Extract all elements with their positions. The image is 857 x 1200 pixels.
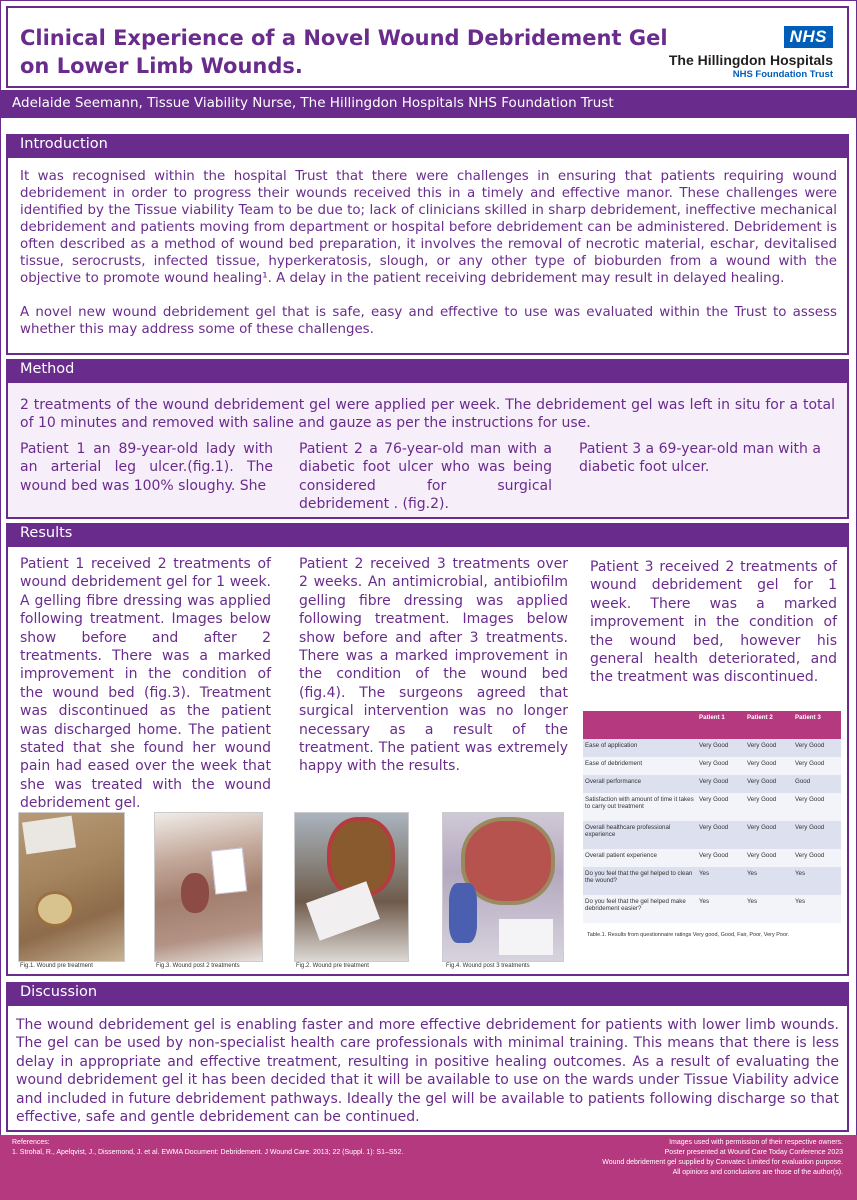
table-cell: Yes [793,895,841,923]
fig1-caption: Fig.1. Wound pre treatment [20,963,93,969]
table-header-cell: Patient 3 [793,711,841,739]
table-row [583,895,841,923]
table-cell: Very Good [745,821,793,849]
questionnaire-table [583,711,841,923]
discussion-band [6,982,849,1004]
table-row [583,793,841,821]
table-cell: Very Good [793,849,841,867]
table-row [583,739,841,757]
wound-photo-fig4 [442,812,564,962]
table-cell: Very Good [697,739,745,757]
table-cell: Very Good [793,757,841,775]
table-cell: Very Good [697,793,745,821]
table-cell: Very Good [745,849,793,867]
footer [0,1135,857,1200]
introduction-para-2: A novel new wound debridement gel that is safe, easy and effective to use was evaluated within the Trust to assess whether this may address some of these challenges. [20,305,837,337]
table-cell: Yes [745,895,793,923]
method-patient-1: Patient 1 an 89-year-old lady with an arterial leg ulcer.(fig.1). The wound bed was 100% sloughy. She [20,441,273,494]
table-row [583,821,841,849]
table-cell: Very Good [745,793,793,821]
table-cell: Very Good [745,739,793,757]
introduction-heading: Introduction [20,136,108,152]
table-cell: Yes [697,867,745,895]
author-line: Adelaide Seemann, Tissue Viability Nurse, The Hillingdon Hospitals NHS Foundation Trust [12,95,614,111]
table-cell: Ease of application [583,739,697,757]
discussion-text: The wound debridement gel is enabling faster and more effective debridement for patients with lower limb wounds. The gel can be used by non-specialist health care professionals with minimal training. This means that there is less delay in appropriate and effective treatment, resulting in positive healing outcomes. As a result of evaluating the wound debridement gel it has been decided that it will be available to use on the wards under Tissue Viability advice and included in future debridement pathways. Ideally the gel will be available to patients following discharge so that effective, safe and gentle debridement can be continued. [16,1017,839,1126]
table-cell: Very Good [697,775,745,793]
nhs-logo: NHS [784,26,833,48]
discussion-heading: Discussion [20,984,98,1000]
reference-1: 1. Strohal, R., Apelqvist, J., Dissemond, J. et al. EWMA Document: Debridement. J Wound Care. 2013; 22 (Suppl. 1): S1–S52. [12,1149,404,1156]
fig4-caption: Fig.4. Wound post 3 treatments [446,963,530,969]
table-cell: Overall healthcare professional experience [583,821,697,849]
author-bar [0,90,857,118]
table-header-row [583,711,841,739]
results-patient-1: Patient 1 received 2 treatments of wound debridement gel for 1 week. A gelling fibre dressing was applied following treatment. Images below show before and after 2 treatments. There was a marked improvement in the condition of the wound bed (fig.3). Treatment was discontinued as the patient was discharged home. The patient stated that she found her wound pain had eased over the week that she was treated with the wound debridement gel. [20,556,271,812]
method-intro: 2 treatments of the wound debridement gel were applied per week. The debridement gel was left in situ for a total of 10 minutes and removed with saline and gauze as per the instructions for use. [20,397,835,432]
table-cell: Very Good [745,757,793,775]
references-title: References: [12,1139,50,1146]
table-cell: Very Good [697,821,745,849]
method-heading: Method [20,361,75,377]
poster-title: Clinical Experience of a Novel Wound Debridement Gel on Lower Limb Wounds. [20,26,668,78]
results-heading: Results [20,525,73,541]
table-cell: Yes [697,895,745,923]
results-band [6,523,849,545]
table-cell: Do you feel that the gel helped make debridement easier? [583,895,697,923]
method-band [6,359,849,381]
table-cell: Yes [793,867,841,895]
introduction-para-1: It was recognised within the hospital Trust that there were challenges in ensuring that patients requiring wound debridement in order to progress their wounds received this in a timely and effective manor. These challenges were identified by the Tissue viability Team to be due to; lack of clinicians skilled in sharp debridement, ineffective mechanical debridement and patients moving from department or hospital before debridement can be administered. Debridement is often described as a method of wound bed preparation, it involves the removal of necrotic material, eschar, devitalised tissue, serocrusts, infected tissue, hyperkeratosis, slough, or any other type of bioburden from a wound with the objective to promote wound healing¹. A delay in the patient receiving debridement may result in delayed healing. [20,169,837,286]
table-caption: Table.1. Results from questionnaire ratings Very good, Good, Fair, Poor, Very Poor. [587,932,790,938]
hospital-name: The Hillingdon Hospitals [668,52,833,68]
table-cell: Very Good [697,757,745,775]
table-cell: Do you feel that the gel helped to clean the wound? [583,867,697,895]
wound-photo-fig2 [294,812,409,962]
table-cell: Yes [745,867,793,895]
method-patient-2: Patient 2 a 76-year-old man with a diabetic foot ulcer who was being considered for surgical debridement . (fig.2). [299,441,552,513]
table-cell: Good [793,775,841,793]
table-cell: Very Good [793,793,841,821]
title-box [6,6,849,88]
table-cell: Satisfaction with amount of time it takes to carry out treatment [583,793,697,821]
table-cell: Very Good [745,775,793,793]
table-cell: Very Good [793,739,841,757]
fig2-caption: Fig.2. Wound pre treatment [296,963,369,969]
table-cell: Very Good [793,821,841,849]
footer-note: Images used with permission of their respective owners. [669,1139,843,1146]
table-cell: Very Good [697,849,745,867]
footer-note: Wound debridement gel supplied by Convatec Limited for evaluation purpose. [602,1159,843,1166]
table-cell: Overall performance [583,775,697,793]
method-patient-3: Patient 3 a 69-year-old man with a diabetic foot ulcer. [579,441,821,476]
table-cell: Ease of debridement [583,757,697,775]
table-header-cell: Patient 1 [697,711,745,739]
wound-photo-fig3 [154,812,263,962]
footer-note: Poster presented at Wound Care Today Conference 2023 [664,1149,843,1156]
results-patient-2: Patient 2 received 3 treatments over 2 weeks. An antimicrobial, antibiofilm gelling fibre dressing was applied following treatment. Images below show before and after 3 treatments. There was a marked improvement in the condition of the wound bed (fig.4). The surgeons agreed that surgical intervention was no longer necessary as a result of the treatment. The patient was extremely happy with the results. [299,556,568,775]
table-row [583,775,841,793]
footer-note: All opinions and conclusions are those of the author(s). [672,1169,843,1176]
table-header-cell [583,711,697,739]
wound-photo-fig1 [18,812,125,962]
results-patient-3: Patient 3 received 2 treatments of wound debridement gel for 1 week. There was a marked improvement in the condition of the wound bed, however his general health deteriorated, and the treatment was discontinued. [590,559,837,686]
table-row [583,849,841,867]
table-header-cell: Patient 2 [745,711,793,739]
hospital-subtitle: NHS Foundation Trust [732,69,833,80]
table-row [583,867,841,895]
fig3-caption: Fig.3. Wound post 2 treatments [156,963,240,969]
table-row [583,757,841,775]
introduction-band [6,134,849,156]
table-cell: Overall patient experience [583,849,697,867]
